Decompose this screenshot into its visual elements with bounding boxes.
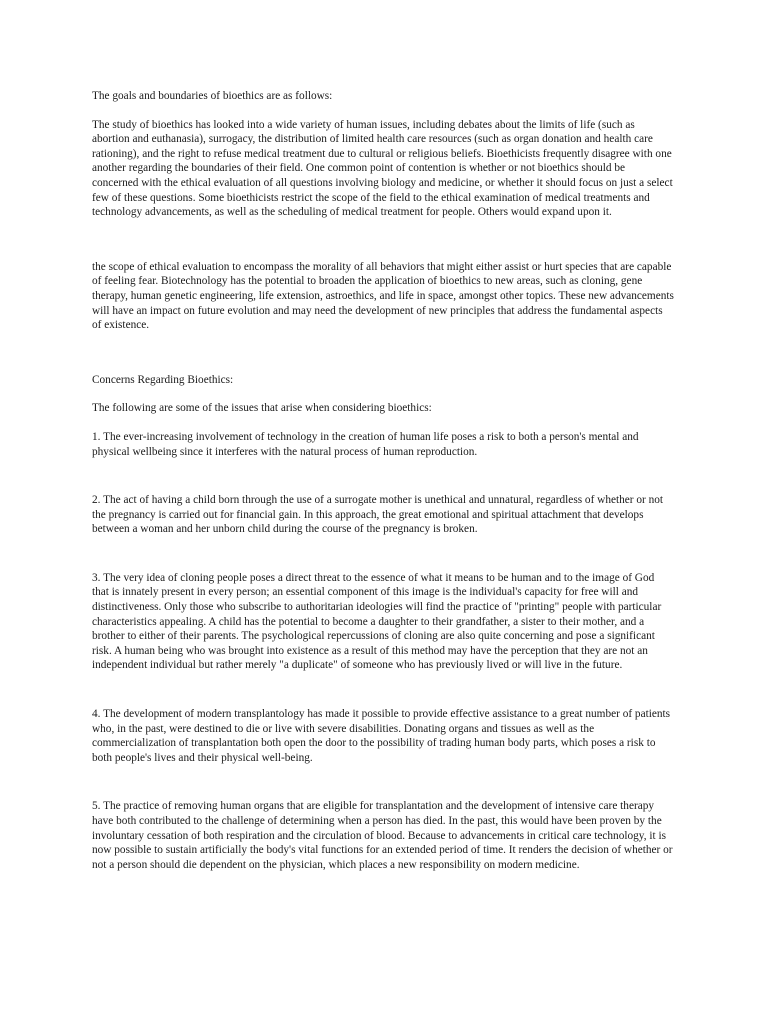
concern-item-1: 1. The ever-increasing involvement of technology in the creation of human life poses a risk to both a person's mental and physical wellbeing since it interferes with the natural process of human reproduction.: [92, 430, 639, 458]
document-body: [92, 89, 674, 872]
concern-item-5: 5. The practice of removing human organs that are eligible for transplantation and the development of intensive care therapy have both contributed to the challenge of determining when a person has died. In the past, this would have been proven by the involuntary cessation of both respiration and the circulation of blood. Because to advancements in critical care technology, it is now possible to sustain artificially the body's vital functions for an extended period of time. It renders the decision of whether or not a person should die dependent on the physician, which places a new responsibility on modern medicine.: [92, 800, 673, 871]
paragraph-scope-of-evaluation: the scope of ethical evaluation to encompass the morality of all behaviors that might either assist or hurt species that are capable of feeling fear. Biotechnology has the potential to broaden the application of bioethics to new areas, such as cloning, gene therapy, human genetic engineering, life extension, astroethics, and life in space, amongst other topics. These new advancements will have an impact on future evolution and may need the development of new principles that address the fundamental aspects of existence.: [92, 260, 674, 332]
concerns-intro: The following are some of the issues that arise when considering bioethics:: [92, 402, 432, 415]
paragraph-study-of-bioethics: The study of bioethics has looked into a wide variety of human issues, including debates about the limits of life (such as abortion and euthanasia), surrogacy, the distribution of limited health care resources (such as organ donation and health care rationing), and the right to refuse medical treatment due to cultural or religious beliefs. Bioethicists frequently disagree with one another regarding the boundaries of their field. One common point of contention is whether or not bioethics should be concerned with the ethical evaluation of all questions involving biology and medicine, or whether it should focus on just a select few of these questions. Some bioethicists restrict the scope of the field to the ethical examination of medical treatments and technology advancements, as well as the scheduling of medical treatment for people. Others would expand upon it.: [92, 118, 673, 219]
goals-heading: The goals and boundaries of bioethics are as follows:: [92, 90, 333, 102]
concerns-heading: Concerns Regarding Bioethics:: [92, 373, 234, 386]
concern-item-2: 2. The act of having a child born through the use of a surrogate mother is unethical and unnatural, regardless of whether or not the pregnancy is carried out for financial gain. In this approach, the great emotional and spiritual attachment that develops between a woman and her unborn child during the course of the pregnancy is broken.: [92, 494, 664, 536]
concern-item-3: 3. The very idea of cloning people poses a direct threat to the essence of what it means to be human and to the image of God that is innately present in every person; an essential component of this image is the individual's capacity for free will and distinctiveness. Only those who subscribe to authoritarian ideologies will find the practice of "printing" people with particular characteristics appealing. A child has the potential to become a daughter to their grandfather, a sister to their mother, and a brother to either of their parents. The psychological repercussions of cloning are also quite concerning and pose a significant risk. A human being who was brought into existence as a result of this method may have the perception that they are not an independent individual but rather merely "a duplicate" of someone who has previously lived or will live in the future.: [92, 571, 662, 672]
concern-item-4: 4. The development of modern transplantology has made it possible to provide effective assistance to a great number of patients who, in the past, were destined to die or live with severe disabilities. Donating organs and tissues as well as the commercialization of transplantation both open the door to the possibility of trading human body parts, which poses a risk to both people's lives and their physical well-being.: [92, 708, 671, 764]
